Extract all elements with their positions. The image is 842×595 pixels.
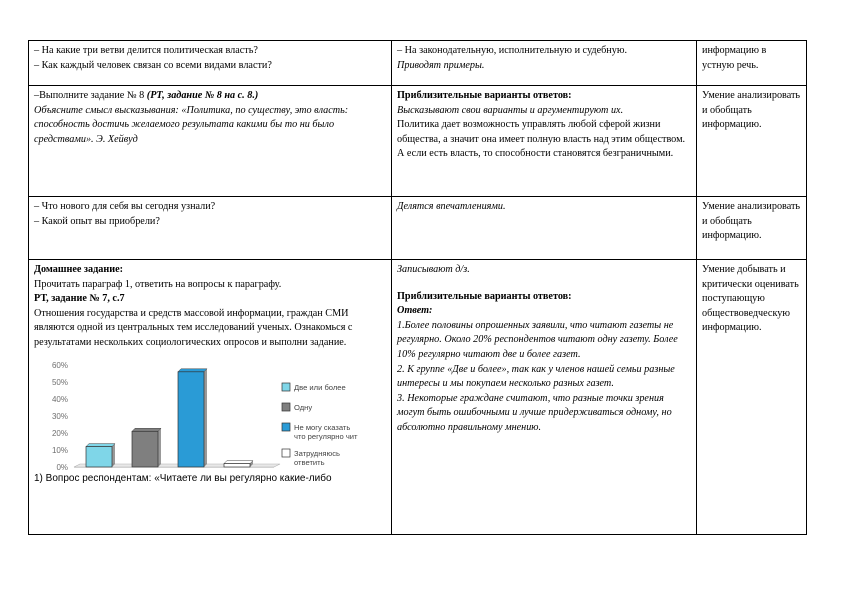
y-tick-label: 50% [51, 377, 68, 387]
legend-swatch [282, 403, 290, 411]
answers-heading: Приблизительные варианты ответов: [397, 290, 572, 302]
bar-side [112, 443, 115, 466]
answer-item: 2. К группе «Две и более», так как у членов нашей семьи разные интересы и мы покупаем несколько разных газет. [397, 363, 675, 390]
answer-text: Политика дает возможность управлять любой сферой жизни общества, а значит она имеет полную власть над этим обществом. А если есть власть, то способности становятся безграничными. [397, 119, 686, 160]
survey-question: 1) Вопрос респондентам: «Читаете ли вы регулярно какие-либо [34, 472, 332, 484]
workbook-heading: РТ, задание № 7, с.7 [34, 293, 125, 305]
bar [178, 371, 204, 466]
legend-label: ответить [294, 457, 325, 467]
bar-top [178, 368, 207, 371]
bar [132, 431, 158, 467]
legend-label: Затрудняюсь [294, 448, 340, 458]
bar-top [224, 460, 253, 463]
task-quote: Объясните смысл высказывания: «Политика, по существу, это власть: способность достичь желаемого результата какими бы то ни было средствами». Э. Хейвуд [34, 104, 349, 145]
table-row [29, 86, 807, 197]
row3-col3 [697, 197, 807, 260]
row4-col1 [29, 260, 392, 535]
legend-swatch [282, 423, 290, 431]
homework-text: Прочитать параграф 1, ответить на вопросы к параграфу. [34, 278, 282, 290]
answer-item: 3. Некоторые граждане считают, что разные точки зрения могут быть ошибочными и лучше придерживаться одному, но абсолютно правильному мнению. [397, 392, 672, 433]
answers-heading: Приблизительные варианты ответов: [397, 90, 572, 101]
question-text: – Как каждый человек связан со всеми видами власти? [34, 59, 272, 71]
bar [224, 463, 250, 466]
y-tick-label: 20% [51, 428, 68, 438]
row2-col3 [697, 86, 807, 197]
table-row [29, 41, 807, 86]
bar-chart [34, 355, 389, 473]
row1-col1 [29, 41, 392, 86]
answer-note: Делятся впечатлениями. [397, 201, 506, 212]
legend-swatch [282, 383, 290, 391]
answer-text: – На законодательную, исполнительную и судебную. [397, 45, 627, 56]
bar-side [158, 428, 161, 467]
y-tick-label: 30% [51, 411, 68, 421]
skill-text: информацию в устную речь. [702, 45, 767, 71]
skill-text: Умение анализировать и обобщать информацию. [702, 90, 801, 131]
question-text: – Какой опыт вы приобрели? [34, 215, 160, 227]
row3-col1 [29, 197, 392, 260]
legend-label: Одну [294, 402, 313, 412]
skill-text: Умение анализировать и обобщать информацию. [702, 201, 801, 242]
legend-label: Две или более [294, 382, 346, 392]
answer-item: 1.Более половины опрошенных заявили, что читают газеты не регулярно. Около 20% респондентов читают одну газету. Более 10% регулярно читают две и более газет. [397, 319, 678, 360]
workbook-text: Отношения государства и средств массовой информации, граждан СМИ являются одной из центральных тем исследований ученых. Ознакомься с результатами нескольких социологических опросов и выполни задание. [34, 307, 353, 348]
row4-col2 [392, 260, 697, 535]
answer-note: Высказывают свои варианты и аргументируют их. [397, 104, 624, 116]
row4-col3 [697, 260, 807, 535]
answer-note: Приводят примеры. [397, 59, 485, 71]
question-text: – Что нового для себя вы сегодня узнали? [34, 201, 216, 212]
bar-top [132, 428, 161, 431]
question-text: – На какие три ветви делится политическая власть? [34, 45, 258, 56]
homework-heading: Домашнее задание: [34, 264, 124, 275]
table-row [29, 197, 807, 260]
legend-label: что регулярно чит [294, 431, 358, 441]
y-tick-label: 40% [51, 394, 68, 404]
answer-label: Ответ: [397, 305, 433, 317]
y-tick-label: 60% [51, 360, 68, 370]
lesson-table [28, 40, 807, 535]
row2-col2 [392, 86, 697, 197]
legend-label: Не могу сказать [294, 422, 351, 432]
bar [86, 446, 112, 466]
task-reference: (РТ, задание № 8 на с. 8.) [146, 90, 259, 101]
row1-col2 [392, 41, 697, 86]
row3-col2 [392, 197, 697, 260]
skill-text: Умение добывать и критически оценивать поступающую обществоведческую информацию. [702, 264, 799, 334]
y-tick-label: 0% [56, 462, 68, 472]
y-tick-label: 10% [51, 445, 68, 455]
table-row [29, 260, 807, 535]
bar-top [86, 443, 115, 446]
answer-note: Записывают д/з. [397, 264, 470, 275]
legend-swatch [282, 449, 290, 457]
row2-col1 [29, 86, 392, 197]
bar-side [204, 368, 207, 466]
row1-col3 [697, 41, 807, 86]
survey-chart [34, 355, 389, 485]
task-text: –Выполните задание № 8 [34, 90, 147, 101]
